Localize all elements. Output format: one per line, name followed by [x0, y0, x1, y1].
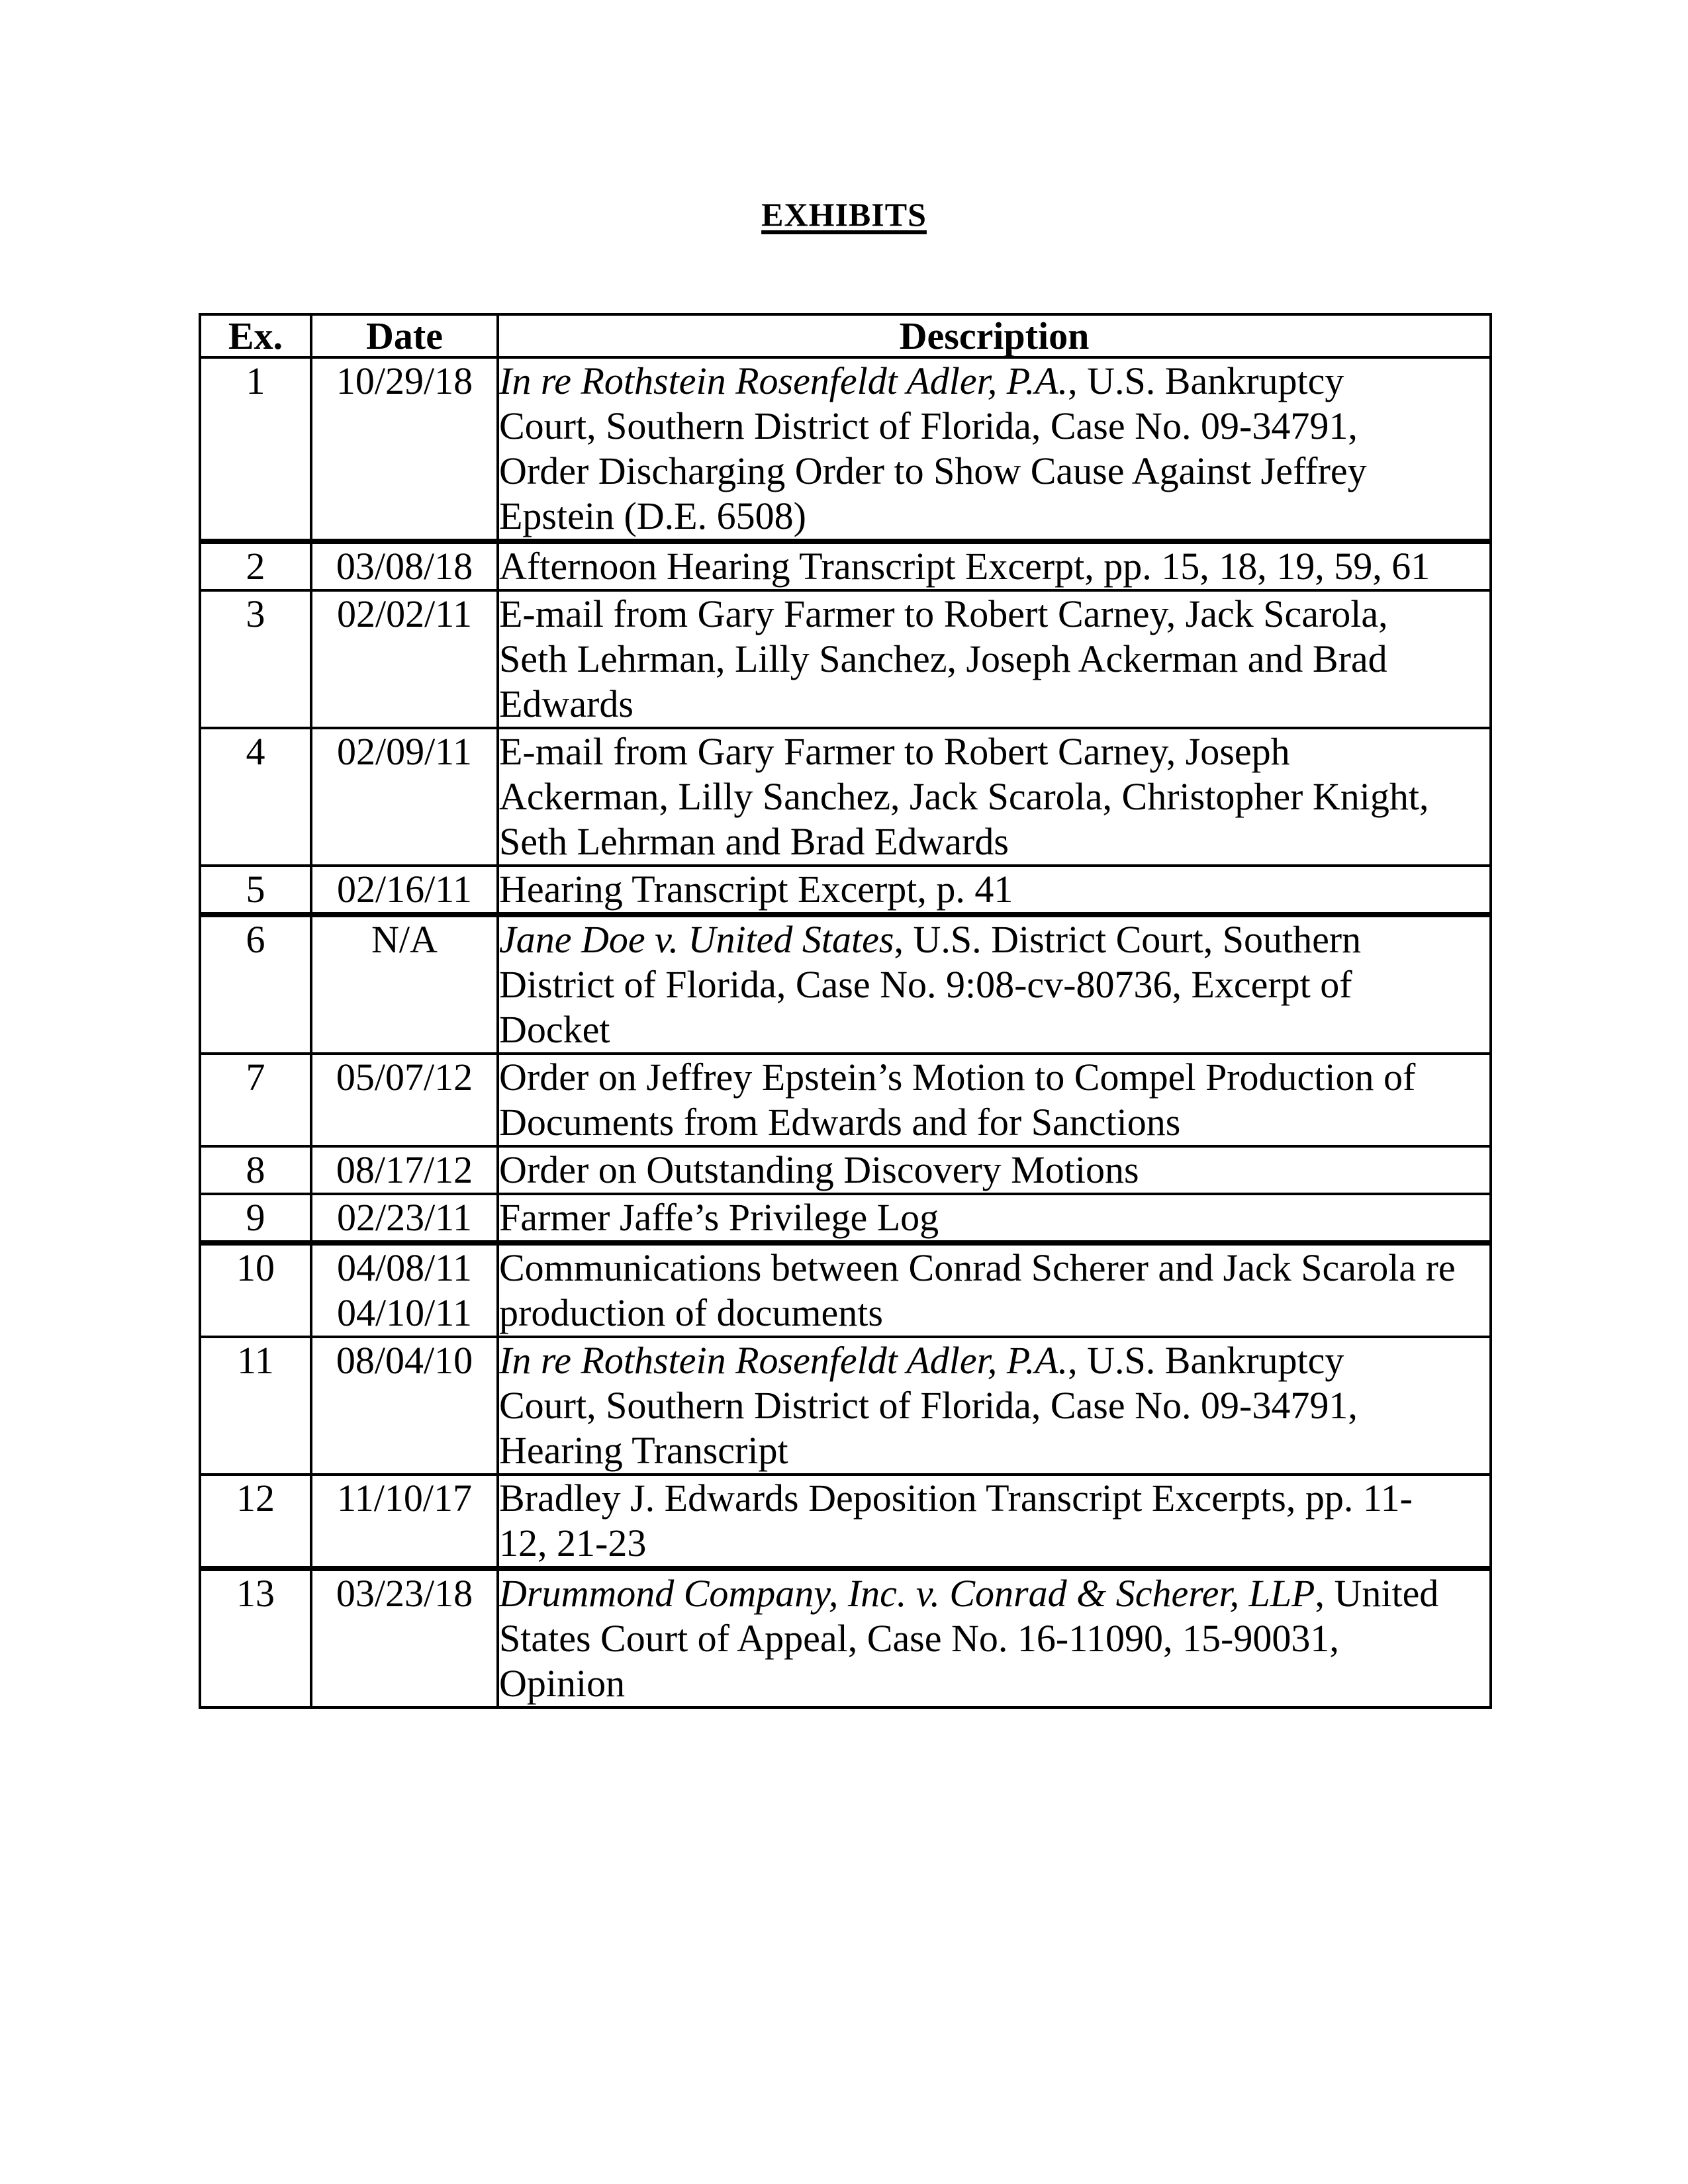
exhibit-date	[311, 866, 498, 915]
exhibit-number: 10	[200, 1243, 311, 1337]
exhibit-description-line: Afternoon Hearing Transcript Excerpt, pp. 15, 18, 19, 59, 61	[499, 545, 1430, 588]
exhibit-description-line: Epstein (D.E. 6508)	[499, 494, 806, 537]
exhibit-date	[311, 1569, 498, 1707]
exhibit-date-line: 05/07/12	[336, 1056, 473, 1099]
table-row	[200, 1337, 1491, 1475]
column-header-description: Description	[498, 314, 1491, 357]
exhibit-description-line: Order Discharging Order to Show Cause Against Jeffrey	[499, 449, 1367, 492]
exhibit-date-line: 02/09/11	[336, 730, 473, 773]
exhibit-description-line: In re Rothstein Rosenfeldt Adler, P.A., U.S. Bankruptcy	[499, 1339, 1344, 1382]
exhibit-description	[498, 590, 1491, 728]
exhibit-description-line: 12, 21-23	[499, 1522, 647, 1565]
exhibit-description-line: E-mail from Gary Farmer to Robert Carney, Joseph	[499, 730, 1290, 773]
exhibit-date	[311, 1337, 498, 1475]
exhibit-description-line: In re Rothstein Rosenfeldt Adler, P.A., U.S. Bankruptcy	[499, 359, 1344, 402]
exhibit-date	[311, 590, 498, 728]
page-title	[0, 195, 1688, 234]
exhibit-description	[498, 1337, 1491, 1475]
exhibit-number: 1	[200, 357, 311, 541]
exhibit-date-line: N/A	[371, 918, 438, 961]
exhibit-description-line: E-mail from Gary Farmer to Robert Carney, Jack Scarola,	[499, 592, 1388, 635]
exhibit-date-line: 02/16/11	[336, 868, 473, 911]
exhibit-description	[498, 728, 1491, 866]
exhibit-date	[311, 1475, 498, 1569]
exhibit-date-line: 03/08/18	[336, 545, 473, 588]
exhibit-description	[498, 1569, 1491, 1707]
exhibit-date-line: 02/23/11	[336, 1196, 473, 1239]
table-row	[200, 590, 1491, 728]
table-row	[200, 1569, 1491, 1707]
exhibit-date	[311, 357, 498, 541]
column-header-date: Date	[311, 314, 498, 357]
table-row	[200, 1054, 1491, 1146]
exhibit-description	[498, 1475, 1491, 1569]
exhibits-table	[199, 313, 1492, 1709]
exhibit-description	[498, 1243, 1491, 1337]
exhibit-description-line: States Court of Appeal, Case No. 16-11090, 15-90031,	[499, 1617, 1339, 1660]
exhibit-description-line: Ackerman, Lilly Sanchez, Jack Scarola, Christopher Knight,	[499, 775, 1429, 818]
exhibit-number: 8	[200, 1146, 311, 1194]
exhibit-description-line: Hearing Transcript	[499, 1429, 788, 1472]
exhibit-description-line: production of documents	[499, 1291, 883, 1334]
exhibit-date	[311, 1194, 498, 1243]
table-row	[200, 728, 1491, 866]
exhibit-description-line: Farmer Jaffe’s Privilege Log	[499, 1196, 939, 1239]
exhibit-description-line: Docket	[499, 1008, 610, 1051]
exhibit-number: 12	[200, 1475, 311, 1569]
exhibit-description	[498, 915, 1491, 1054]
exhibit-date	[311, 1243, 498, 1337]
exhibit-date	[311, 541, 498, 590]
exhibit-date-line: 08/17/12	[336, 1148, 473, 1191]
exhibit-date-line: 04/10/11	[336, 1291, 473, 1334]
table-row	[200, 541, 1491, 590]
exhibit-number: 6	[200, 915, 311, 1054]
table-header-row	[200, 314, 1491, 357]
exhibit-description-line: Documents from Edwards and for Sanctions	[499, 1101, 1181, 1144]
exhibit-description-line: Edwards	[499, 682, 633, 725]
exhibit-description-line: Opinion	[499, 1662, 626, 1705]
exhibit-description-line: Court, Southern District of Florida, Case No. 09-34791,	[499, 404, 1358, 447]
table-row	[200, 1194, 1491, 1243]
page-title-text: EXHIBITS	[761, 196, 927, 233]
exhibit-description	[498, 1194, 1491, 1243]
exhibit-number: 3	[200, 590, 311, 728]
exhibit-description-line: Communications between Conrad Scherer and Jack Scarola re	[499, 1246, 1456, 1289]
exhibit-date-line: 04/08/11	[336, 1246, 473, 1289]
exhibit-description	[498, 866, 1491, 915]
exhibit-date-line: 02/02/11	[336, 592, 473, 635]
exhibit-date-line: 11/10/17	[336, 1477, 473, 1520]
table-row	[200, 1146, 1491, 1194]
exhibit-description-line: District of Florida, Case No. 9:08-cv-80736, Excerpt of	[499, 963, 1352, 1006]
exhibit-date	[311, 1054, 498, 1146]
exhibit-description	[498, 1054, 1491, 1146]
table-row	[200, 866, 1491, 915]
exhibit-date-line: 08/04/10	[336, 1339, 473, 1382]
column-header-ex: Ex.	[200, 314, 311, 357]
exhibit-number: 4	[200, 728, 311, 866]
exhibit-description-line: Seth Lehrman and Brad Edwards	[499, 820, 1009, 863]
exhibit-number: 5	[200, 866, 311, 915]
exhibit-number: 2	[200, 541, 311, 590]
table-row	[200, 915, 1491, 1054]
exhibit-date	[311, 1146, 498, 1194]
exhibit-description-line: Court, Southern District of Florida, Case No. 09-34791,	[499, 1384, 1358, 1427]
exhibit-description-line: Hearing Transcript Excerpt, p. 41	[499, 868, 1013, 911]
exhibit-date-line: 03/23/18	[336, 1572, 473, 1615]
exhibit-number: 11	[200, 1337, 311, 1475]
exhibit-date-line: 10/29/18	[336, 359, 473, 402]
exhibit-date	[311, 915, 498, 1054]
exhibit-description-line: Seth Lehrman, Lilly Sanchez, Joseph Ackerman and Brad	[499, 637, 1387, 680]
exhibit-description	[498, 1146, 1491, 1194]
table-row	[200, 1243, 1491, 1337]
exhibit-description	[498, 357, 1491, 541]
exhibit-number: 13	[200, 1569, 311, 1707]
exhibit-description	[498, 541, 1491, 590]
exhibit-date	[311, 728, 498, 866]
exhibit-description-line: Order on Jeffrey Epstein’s Motion to Compel Production of	[499, 1056, 1416, 1099]
exhibit-number: 9	[200, 1194, 311, 1243]
exhibit-description-line: Jane Doe v. United States, U.S. District Court, Southern	[499, 918, 1362, 961]
table-row	[200, 1475, 1491, 1569]
exhibit-description-line: Drummond Company, Inc. v. Conrad & Scherer, LLP, United	[499, 1572, 1439, 1615]
exhibit-description-line: Bradley J. Edwards Deposition Transcript Excerpts, pp. 11-	[499, 1477, 1413, 1520]
exhibit-number: 7	[200, 1054, 311, 1146]
exhibit-description-line: Order on Outstanding Discovery Motions	[499, 1148, 1139, 1191]
table-row	[200, 357, 1491, 541]
